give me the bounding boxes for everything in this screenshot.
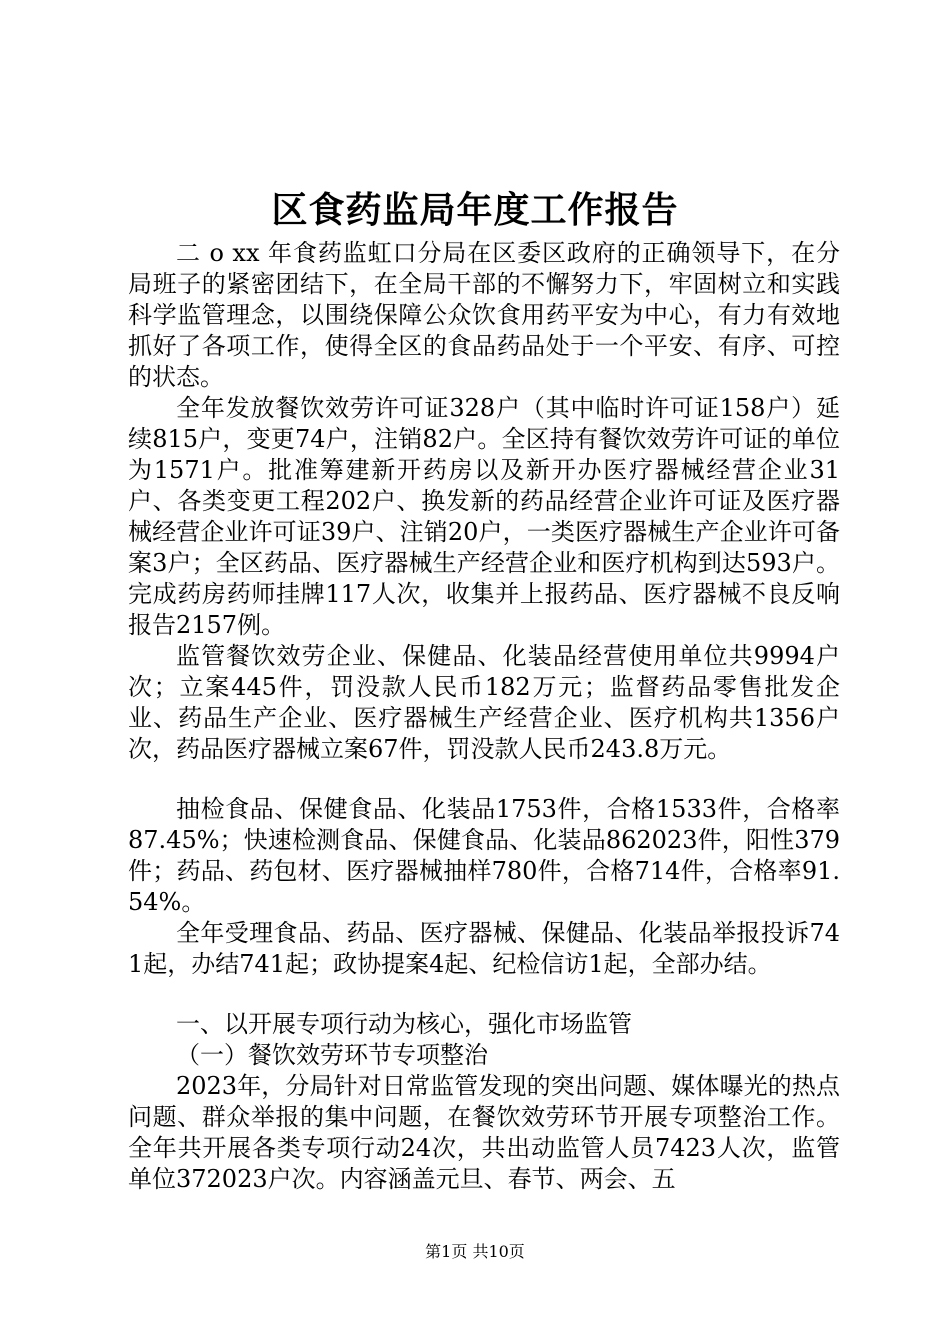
document-title: 区食药监局年度工作报告 [271, 189, 679, 231]
paragraph-gap [128, 765, 840, 794]
page-number: 第1页 共10页 [425, 1242, 525, 1261]
section-heading: 一、以开展专项行动为核心，强化市场监管 [176, 1010, 632, 1038]
subsection-heading: （一）餐饮效劳环节专项整治 [176, 1041, 488, 1069]
paragraph-licensing: 全年发放餐饮效劳许可证328户（其中临时许可证158户）延续815户，变更74户，注销82户。全区持有餐饮效劳许可证的单位为1571户。批准筹建新开药房以及新开办医疗器械经营企业31户、各类变更工程202户、换发新的药品经营企业许可证及医疗器械经营企业许可证39户、注销20户，一类医疗器械生产企业许可备案3户；全区药品、医疗器械生产经营企业和医疗机构到达593户。完成药房药师挂牌117人次，收集并上报药品、医疗器械不良反响报告2157例。 [128, 394, 840, 639]
paragraph-supervision: 监管餐饮效劳企业、保健品、化装品经营使用单位共9994户次；立案445件，罚没款人民币182万元；监督药品零售批发企业、药品生产企业、医疗器械生产经营企业、医疗机构共1356户次，药品医疗器械立案67件，罚没款人民币243.8万元。 [128, 642, 840, 763]
paragraph-special-actions: 2023年，分局针对日常监管发现的突出问题、媒体曝光的热点问题、群众举报的集中问题，在餐饮效劳环节开展专项整治工作。全年共开展各类专项行动24次，共出动监管人员7423人次，监管单位372023户次。内容涵盖元旦、春节、两会、五 [128, 1072, 840, 1193]
paragraph-intro: 二 o xx 年食药监虹口分局在区委区政府的正确领导下，在分局班子的紧密团结下，在全局干部的不懈努力下，牢固树立和实践科学监管理念，以围绕保障公众饮食用药平安为中心，有力有效地抓好了各项工作，使得全区的食品药品处于一个平安、有序、可控的状态。 [128, 239, 840, 391]
paragraph-complaints: 全年受理食品、药品、医疗器械、保健品、化装品举报投诉741起，办结741起；政协提案4起、纪检信访1起，全部办结。 [128, 919, 840, 978]
paragraph-gap [128, 980, 840, 1009]
paragraph-sampling: 抽检食品、保健食品、化装品1753件，合格1533件，合格率87.45%；快速检测食品、保健食品、化装品862023件，阳性379件；药品、药包材、医疗器械抽样780件，合格714件，合格率91.54%。 [128, 795, 840, 916]
document-body [128, 238, 840, 1195]
